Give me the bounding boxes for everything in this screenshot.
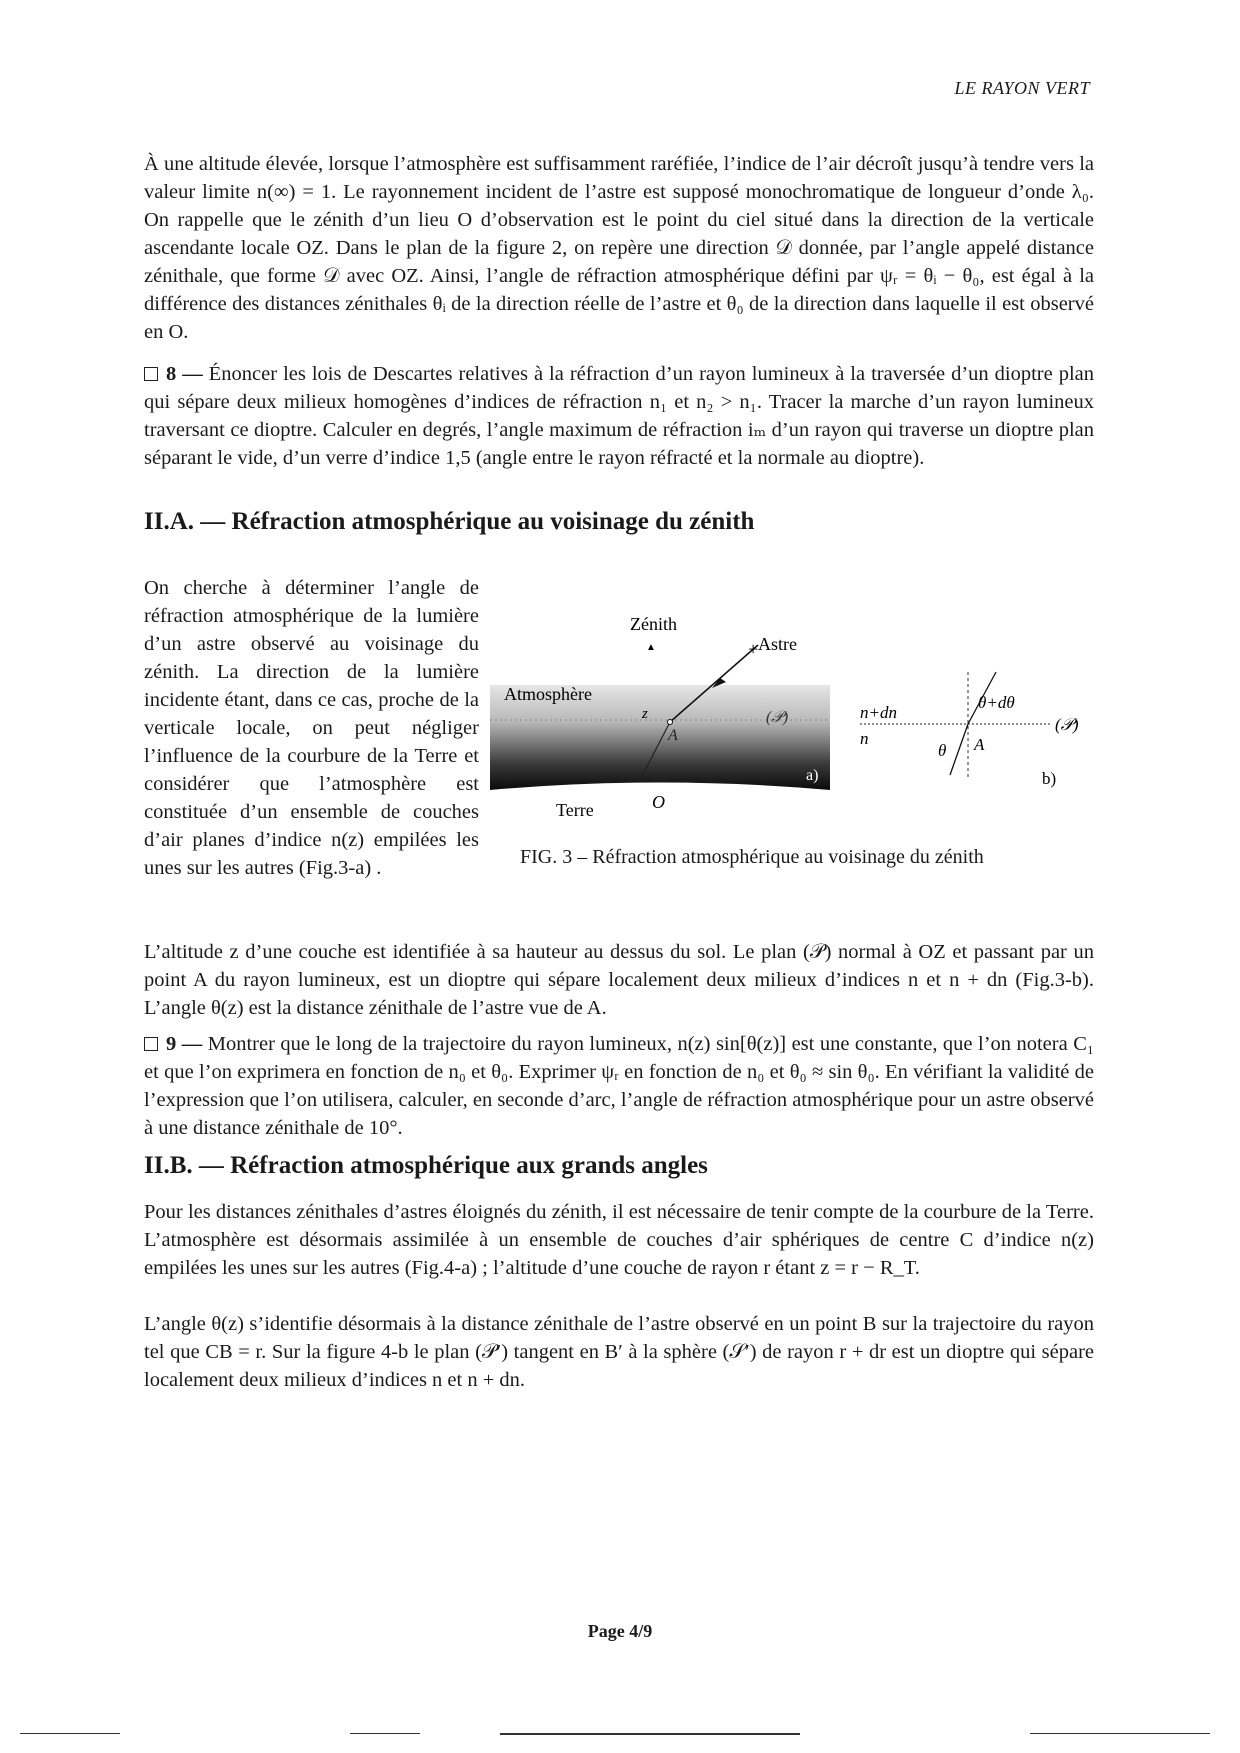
divider: [1030, 1733, 1210, 1734]
checkbox-icon: [144, 367, 158, 381]
question-text: Énoncer les lois de Descartes relatives à la réfraction d’un rayon lumineux à la traversée d’un dioptre plan qui sépare deux milieux homogènes d’indices de réfraction n₁ et n₂ > n₁. Tracer la marche d’un rayon lumineux traversant ce dioptre. Calculer en degrés, l’angle maximum de réfraction iₘ d’un rayon qui traverse un dioptre plan séparant le vide, d’un verre d’indice 1,5 (angle entre le rayon réfracté et la normale au dioptre).: [144, 363, 1095, 469]
question-8: [144, 360, 1094, 472]
running-header: LE RAYON VERT: [954, 78, 1090, 98]
n-label: n: [860, 729, 869, 748]
theta-dtheta-label: θ+dθ: [978, 693, 1015, 712]
astre-label: Astre: [758, 634, 797, 654]
point-a-label-b: A: [974, 735, 985, 754]
section-title-b: II.B. — Réfraction atmosphérique aux grands angles: [144, 1152, 708, 1179]
divider: [500, 1733, 800, 1735]
caption-text: Réfraction atmosphérique au voisinage du zénith: [592, 846, 984, 868]
question-number: 9 —: [166, 1033, 203, 1055]
zenith-label: Zénith: [630, 614, 677, 634]
figure-caption: [520, 846, 984, 869]
section-b-paragraph-1: Pour les distances zénithales d’astres éloignés du zénith, il est nécessaire de tenir compte de la courbure de la Terre. L’atmosphère est désormais assimilée à un ensemble de couches d’air sphériques de centre C d’indice n(z) empilées les unes sur les autres (Fig.4-a) ; l’altitude d’une couche de rayon r étant z = r − R_T.: [144, 1201, 1094, 1279]
origin-label: O: [652, 792, 665, 812]
atmosphere-label: Atmosphère: [504, 684, 592, 704]
figure-3: [490, 610, 1100, 820]
ray-lower: [950, 724, 968, 775]
subfig-b-label: b): [1042, 769, 1057, 788]
zenith-arrow-icon: ▲: [646, 642, 656, 653]
section-b-paragraph-2: L’angle θ(z) s’identifie désormais à la distance zénithale de l’astre observé en un point B sur la trajectoire du rayon tel que CB = r. Sur la figure 4-b le plan (𝒫′) tangent en B′ à la sphère (𝒮′) de rayon r + dr est un dioptre qui sépare localement deux milieux d’indices n et n + dn.: [144, 1313, 1094, 1391]
scan-edge-lines: [0, 1729, 1240, 1739]
caption-prefix: FIG. 3 –: [520, 846, 588, 868]
question-number: 8 —: [166, 363, 203, 385]
point-a-marker: [668, 720, 673, 725]
astre-marker-icon: +: [748, 639, 759, 659]
intro-paragraph: À une altitude élevée, lorsque l’atmosphère est suffisamment raréfiée, l’indice de l’air décroît jusqu’à tendre vers la valeur limite n(∞) = 1. Le rayonnement incident de l’astre est supposé monochromatique de longueur d’onde λ₀. On rappelle que le zénith d’un lieu O d’observation est le point du ciel situé dans la direction de la verticale ascendante locale OZ. Dans le plan de la figure 2, on repère une direction 𝒟 donnée, par l’angle appelé distance zénithale, que forme 𝒟 avec OZ. Ainsi, l’angle de réfraction atmosphérique défini par ψᵣ = θᵢ − θ₀, est égal à la différence des distances zénithales θᵢ de la direction réelle de l’astre et θ₀ de la direction dans laquelle il est observé en O.: [144, 153, 1094, 343]
divider: [20, 1733, 120, 1734]
z-label: z: [642, 706, 648, 722]
plane-p-label-a: (𝒫): [766, 709, 789, 726]
divider: [350, 1733, 420, 1734]
section-a-side-text: On cherche à déterminer l’angle de réfraction atmosphérique de la lumière d’un astre observé au voisinage du zénith. La direction de la lumière incidente étant, dans ce cas, proche de la verticale locale, on peut négliger l’influence de la courbure de la Terre et considérer que l’atmosphère est constituée d’un ensemble de couches d’air planes d’indice n(z) empilées les unes sur les autres (Fig.3-a) .: [144, 577, 479, 879]
plane-p-label-b: (𝒫): [1055, 715, 1079, 734]
altitude-paragraph: L’altitude z d’une couche est identifiée à sa hauteur au dessus du sol. Le plan (𝒫) normal à OZ et passant par un point A du rayon lumineux, est un dioptre qui sépare localement deux milieux d’indices n et n + dn (Fig.3-b). L’angle θ(z) est la distance zénithale de l’astre vue de A.: [144, 941, 1094, 1019]
question-text: Montrer que le long de la trajectoire du rayon lumineux, n(z) sin[θ(z)] est une constante, que l’on notera C₁ et que l’on exprimera en fonction de n₀ et θ₀. Exprimer ψᵣ en fonction de n₀ et θ₀ ≈ sin θ₀. En vérifiant la validité de l’expression que l’on utilisera, calculer, en seconde d’arc, l’angle de réfraction atmosphérique pour un astre observé à une distance zénithale de 10°.: [144, 1033, 1095, 1139]
page-number: Page 4/9: [587, 1621, 653, 1641]
n-dn-label: n+dn: [860, 703, 897, 722]
terre-label: Terre: [556, 800, 594, 820]
section-title-a: II.A. — Réfraction atmosphérique au voisinage du zénith: [144, 508, 755, 535]
subfig-a-label: a): [806, 767, 819, 784]
question-9: [144, 1030, 1094, 1142]
checkbox-icon: [144, 1037, 158, 1051]
theta-label: θ: [938, 741, 947, 760]
point-a-label: A: [668, 727, 678, 744]
